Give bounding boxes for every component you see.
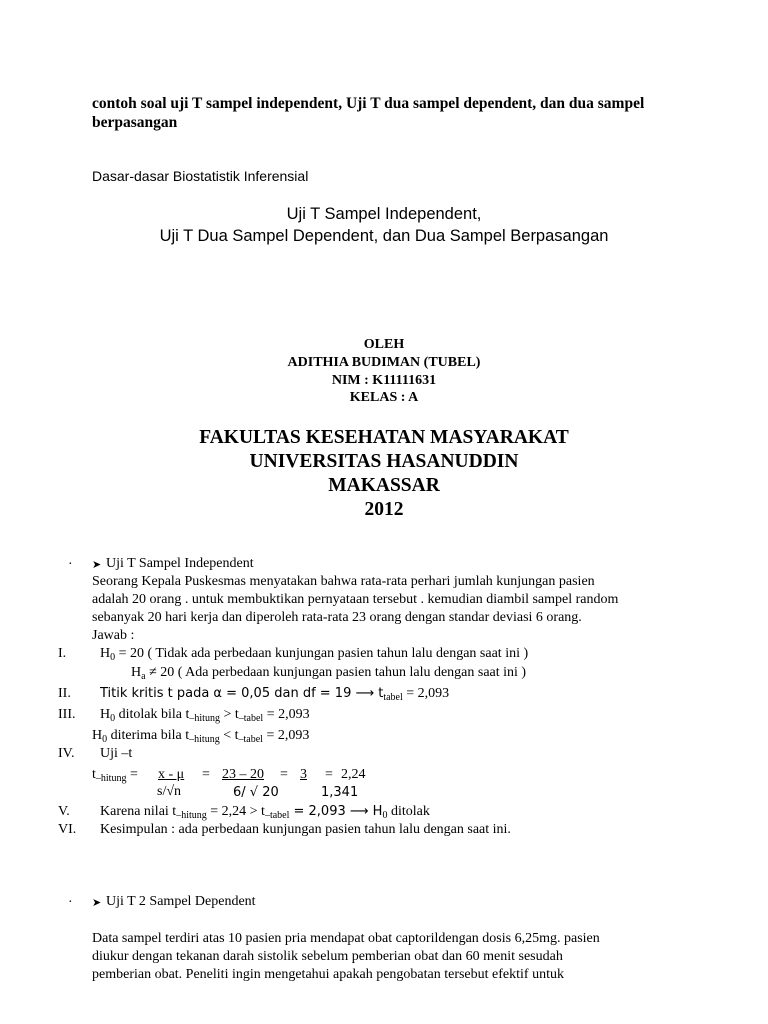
step-number-v: V. xyxy=(58,804,70,819)
step-ha: $H_a \ne 20$ ( Ada perbedaan kunjungan pasien tahun lalu dengan saat ini ) xyxy=(131,665,527,682)
faculty-name: FAKULTAS KESEHATAN MASYARAKAT xyxy=(199,427,569,448)
formula-equals-2: = xyxy=(280,767,288,782)
step-number-iii: III. xyxy=(58,707,76,722)
jawab-label: Jawab : xyxy=(92,628,135,643)
step-critical-value: Titik kritis t pada α = 0,05 dan df = 19 ⟶ $t_{tabel} = 2,093$ xyxy=(100,686,450,703)
step-number-iv: IV. xyxy=(58,746,75,761)
city-name: MAKASSAR xyxy=(328,475,440,496)
step-decision: Karena nilai $t_{-hitung} = 2,24 > t_{-tabel} = 2,093$ ⟶ $H_0$ ditolak xyxy=(100,804,430,821)
step-number-i: I. xyxy=(58,646,67,661)
step-h0: $H_0 = 20$ ( Tidak ada perbedaan kunjungan pasien tahun lalu dengan saat ini ) xyxy=(100,646,529,663)
step-number-vi: VI. xyxy=(58,822,77,837)
formula-denominator-2: 6/ √ 20 xyxy=(233,785,279,800)
formula-t-hitung: $t_{-hitung}$ = xyxy=(92,767,138,784)
author-name: ADITHIA BUDIMAN (TUBEL) xyxy=(287,355,481,370)
author-nim: NIM : K11111631 xyxy=(331,373,437,388)
formula-numerator-3: 3 xyxy=(300,767,307,782)
formula-denominator-1: s/√n xyxy=(157,784,182,799)
dependent-line-1: Data sampel terdiri atas 10 pasien pria mendapat obat captorildengan dosis 6,25mg. pasien xyxy=(92,931,600,946)
section-title-independent: Uji T Sampel Independent xyxy=(106,556,254,571)
step-uji-t: Uji –t xyxy=(100,746,133,761)
document-heading: contoh soal uji T sampel independent, Uji T dua sampel dependent, dan dua sampel berpasangan xyxy=(92,95,645,131)
author-oleh: OLEH xyxy=(363,337,405,352)
arrow-right-icon-2: ➤ xyxy=(92,896,102,909)
section-title-dependent: Uji T 2 Sampel Dependent xyxy=(106,894,256,909)
formula-result: 2,24 xyxy=(341,767,366,782)
formula-equals-1: = xyxy=(202,767,210,782)
step-h0-accepted: $H_0$ diterima bila $t_{-hitung} < t_{-tabel} = 2,093$ xyxy=(92,728,310,745)
problem-line-1: Seorang Kepala Puskesmas menyatakan bahwa rata-rata perhari jumlah kunjungan pasien xyxy=(92,574,595,589)
step-conclusion: Kesimpulan : ada perbedaan kunjungan pasien tahun lalu dengan saat ini. xyxy=(100,822,511,837)
university-name: UNIVERSITAS HASANUDDIN xyxy=(249,451,519,472)
title-line-1: Uji T Sampel Independent, xyxy=(286,205,482,223)
formula-numerator-1: x - μ xyxy=(158,767,185,782)
course-subtitle: Dasar-dasar Biostatistik Inferensial xyxy=(92,168,309,184)
dependent-line-2: diukur dengan tekanan darah sistolik sebelum pemberian obat dan 60 menit sesudah xyxy=(92,949,563,964)
problem-line-3: sebanyak 20 hari kerja dan diperoleh rata-rata 23 orang dengan standar deviasi 6 orang. xyxy=(92,610,582,625)
arrow-right-icon: ➤ xyxy=(92,558,102,571)
title-line-2: Uji T Dua Sampel Dependent, dan Dua Sampel Berpasangan xyxy=(159,227,609,245)
dependent-line-3: pemberian obat. Peneliti ingin mengetahui apakah pengobatan tersebut efektif untuk xyxy=(92,967,564,982)
author-kelas: KELAS : A xyxy=(349,390,419,405)
formula-denominator-3: 1,341 xyxy=(321,785,359,800)
problem-line-2: adalah 20 orang . untuk membuktikan pernyataan tersebut . kemudian diambil sampel random xyxy=(92,592,619,607)
step-number-ii: II. xyxy=(58,686,71,701)
formula-numerator-2: 23 – 20 xyxy=(222,767,264,782)
bullet-dot-2: · xyxy=(68,895,73,910)
step-h0-rejected: $H_0$ ditolak bila $t_{-hitung} > t_{-tabel} = 2,093$ xyxy=(100,707,310,724)
bullet-dot: · xyxy=(68,557,73,572)
document-year: 2012 xyxy=(364,499,404,520)
formula-equals-3: = xyxy=(325,767,333,782)
